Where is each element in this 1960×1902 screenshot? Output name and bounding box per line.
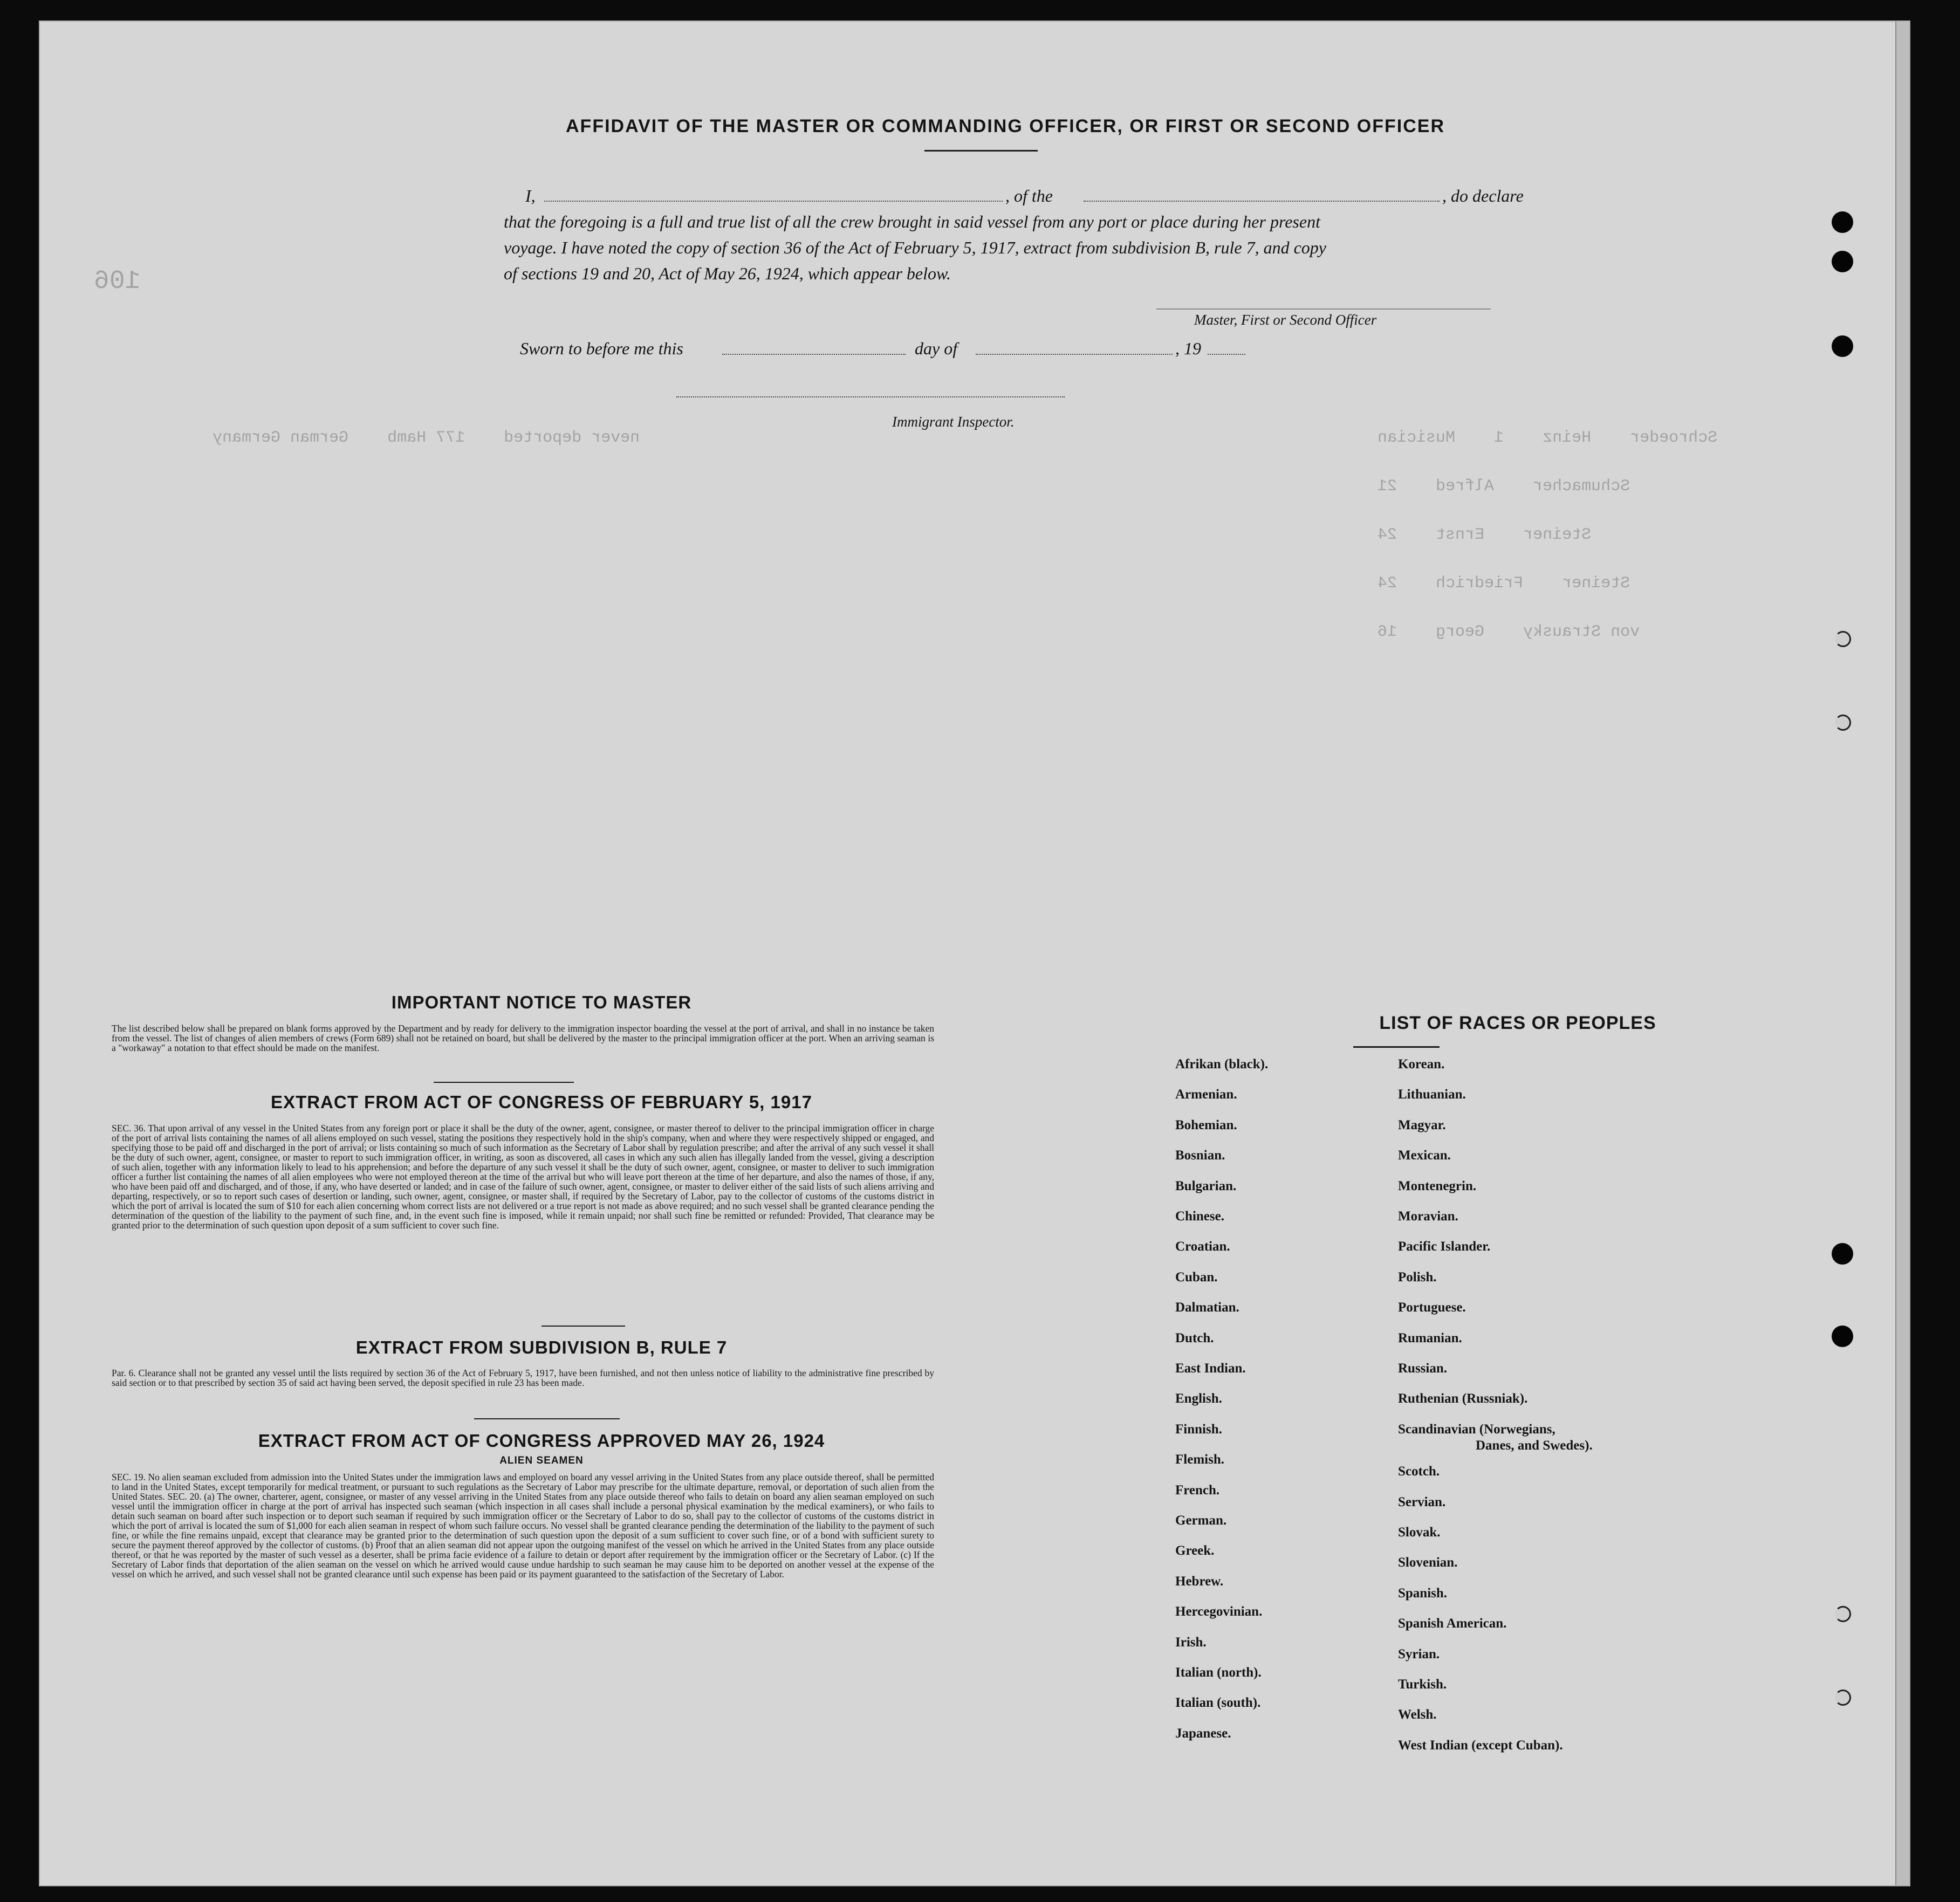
affidavit-do-declare: , do declare xyxy=(1442,186,1524,205)
affidavit-i: I, xyxy=(525,186,536,205)
sworn-day-field[interactable] xyxy=(722,354,906,355)
race-item: Greek. xyxy=(1175,1543,1215,1558)
rule7-title: EXTRACT FROM SUBDIVISION B, RULE 7 xyxy=(355,1337,728,1357)
extract-1917-body: SEC. 36. That upon arrival of any vessel in the United States from any foreign port or place it shall be the duty of the owner, agent, consignee, or master thereof to deliver to the principal immigration officer in charge of the port of arrival lists containing the names of all aliens employed on such vessel, stating the positions they respectively hold in the ship's company, when and where they were respectively shipped or engaged, and specifying those to be paid off and discharged in the port of arrival; or lists containing so much of such information as the Secretary of Labor shall by regulation prescribe; and after the arrival of any such vessel it shall be the duty of such owner, agent, consignee, or master to report to such immigration officer, in writing, as soon as discovered, all cases in which any such alien has illegally landed from the vessel, giving a description of such alien, together with any information likely to lead to his apprehension; and before the departure of any such vessel it shall be the duty of such owner, agent, consignee, or master to deliver to such immigration officer a further list containing the names of all alien employees who were not employed thereon at the time of the arrival but who will leave port thereon at the time of her departure, and also the names of those, if any, who have been paid off and discharged, and of those, if any, who have deserted or landed; and in case of the failure of such owner, agent, consignee, or master to deliver either of the said lists of such aliens arriving and departing, respectively, or so to report such cases of desertion or landing, such owner, agent, consignee, or master shall, if required by the Secretary of Labor, pay to the collector of customs of the customs district in which the port of arrival is located the sum of $10 for each alien concerning whom correct lists are not delivered or a true report is not made as above required; and no such vessel shall be granted clearance pending the determination of the question of the liability to the payment of such fine, and, in the event such fine is imposed, while it remain unpaid; nor shall such fine be remitted or refunded: Provided, That clearance may be granted prior to the determination of such question upon deposit of a sum sufficient to cover such fine. xyxy=(112,1123,934,1231)
extract-1924-title: EXTRACT FROM ACT OF CONGRESS APPROVED MAY 26, 1924 xyxy=(258,1431,825,1451)
race-item: Croatian. xyxy=(1175,1239,1230,1254)
race-item: Welsh. xyxy=(1398,1707,1437,1722)
punch-hole xyxy=(1832,335,1853,357)
race-item: Japanese. xyxy=(1175,1726,1231,1741)
rule7-body: Par. 6. Clearance shall not be granted any vessel until the lists required by section 36 of the Act of February 5, 1917, have been furnished, and not then unless notice of liability to the administrative fine prescribed by said section or to that prescribed by section 35 of said act having been served, the deposit specified in rule 23 has been made. xyxy=(112,1368,934,1388)
punch-hole xyxy=(1832,1243,1853,1265)
race-item: Montenegrin. xyxy=(1398,1178,1477,1193)
race-item: Chinese. xyxy=(1175,1209,1224,1224)
race-item: Lithuanian. xyxy=(1398,1087,1466,1102)
day-of-label: day of xyxy=(915,339,958,358)
race-item: Bulgarian. xyxy=(1175,1178,1237,1193)
race-item: Scandinavian (Norwegians, xyxy=(1398,1422,1555,1437)
race-item: Hebrew. xyxy=(1175,1574,1224,1589)
race-item: Armenian. xyxy=(1175,1087,1237,1102)
affidavit-line: voyage. I have noted the copy of section 36 of the Act of February 5, 1917, extract from subdivision B, rule 7, and copy xyxy=(504,238,1326,257)
affidavit-line: of sections 19 and 20, Act of May 26, 1924, which appear below. xyxy=(504,264,951,283)
bleed-through: never deported 177 Hamb German Germany xyxy=(213,429,640,447)
race-item: Korean. xyxy=(1398,1057,1445,1072)
punch-hole xyxy=(1832,1326,1853,1347)
race-item: Spanish. xyxy=(1398,1585,1448,1601)
punch-hole xyxy=(1832,251,1853,272)
reinforced-hole xyxy=(1835,1690,1851,1706)
race-item: Dutch. xyxy=(1175,1330,1214,1345)
race-item: Russian. xyxy=(1398,1361,1448,1376)
extract-1917-title: EXTRACT FROM ACT OF CONGRESS OF FEBRUARY 5, 1917 xyxy=(271,1092,812,1112)
divider xyxy=(542,1326,625,1327)
race-item: French. xyxy=(1175,1482,1220,1498)
title-rule xyxy=(924,150,1038,152)
extract-1924-body: SEC. 19. No alien seaman excluded from admission into the United States under the immigration laws and employed on board any vessel arriving in the United States from any place outside thereof, shall be permitted to land in the United States, except temporarily for medical treatment, or pursuant to such regulations as the Secretary of Labor may prescribe for the ultimate departure, removal, or deportation of such alien from the United States. SEC. 20. (a) The owner, charterer, agent, consignee, or master of any vessel arriving in the United States from any place outside thereof who fails to detain on board any alien seaman employed on such vessel until the immigration officer in charge at the port of arrival has inspected such seaman (which inspection in all cases shall include a personal physical examination by the medical examiners), or who fails to detain such seaman on board after such inspection or to deport such seaman if required by such immigration officer or the Secretary of Labor to do so, shall pay to the collector of customs of the customs district in which the port of arrival is located the sum of $1,000 for each alien seaman in respect of whom such failure occurs. No vessel shall be granted clearance pending the determination of the liability to the payment of such fine, or while the fine remains unpaid, except that clearance may be granted prior to the determination of such question upon the deposit of a sum sufficient to cover such fine, or of a bond with sufficient surety to secure the payment thereof approved by the collector of customs. (b) Proof that an alien seaman did not appear upon the outgoing manifest of the vessel on which he arrived in the United States from any place outside thereof, or that he was reported by the master of such vessel as a deserter, shall be prima facie evidence of a failure to detain or deport after requirement by the immigration officer or the Secretary of Labor. (c) If the Secretary of Labor finds that deportation of the alien seaman on the vessel on which he arrived would cause undue hardship to such seaman he may cause him to be deported on another vessel at the expense of the vessel on which he arrived, and such vessel shall not be granted clearance until such expense has been paid or its payment guaranteed to the satisfaction of the Secretary of Labor. xyxy=(112,1472,934,1580)
sworn-label: Sworn to before me this xyxy=(520,339,683,358)
bleed-through: Steiner Ernst 24 xyxy=(1378,526,1592,544)
title-rule xyxy=(1353,1046,1440,1048)
race-item: Italian (south). xyxy=(1175,1695,1261,1711)
year-label: , 19 xyxy=(1175,339,1201,358)
race-item: Danes, and Swedes). xyxy=(1476,1438,1593,1453)
race-item: Slovenian. xyxy=(1398,1555,1458,1570)
race-item: Afrikan (black). xyxy=(1175,1057,1269,1072)
race-item: Bohemian. xyxy=(1175,1117,1237,1132)
race-item: Magyar. xyxy=(1398,1117,1446,1132)
punch-hole xyxy=(1832,211,1853,233)
sworn-year-field[interactable] xyxy=(1208,354,1245,355)
race-item: Scotch. xyxy=(1398,1464,1440,1479)
race-item: Servian. xyxy=(1398,1494,1446,1509)
alien-seamen-subtitle: ALIEN SEAMEN xyxy=(499,1455,584,1466)
race-item: Spanish American. xyxy=(1398,1616,1507,1631)
notice-body: The list described below shall be prepared on blank forms approved by the Department and by ready for delivery to the immigration inspector boarding the vessel at the port of arrival, and shall in no instance be taken from the vessel. The list of changes of alien members of crews (Form 689) shall not be retained on board, but shall be delivered by the master to the principal immigration officer at the port. When an arriving seaman is a "workaway" a notation to that effect should be made on the manifest. xyxy=(112,1023,934,1053)
sworn-month-field[interactable] xyxy=(976,354,1173,355)
race-item: Portuguese. xyxy=(1398,1300,1466,1315)
race-item: English. xyxy=(1175,1391,1222,1406)
race-item: Italian (north). xyxy=(1175,1665,1262,1680)
master-name-field[interactable] xyxy=(544,201,1003,202)
reinforced-hole xyxy=(1835,715,1851,731)
race-item: West Indian (except Cuban). xyxy=(1398,1738,1563,1753)
race-item: Slovak. xyxy=(1398,1525,1441,1540)
affidavit-line: that the foregoing is a full and true list of all the crew brought in said vessel from any port or place during her present xyxy=(504,212,1320,231)
race-item: Finnish. xyxy=(1175,1422,1222,1437)
bleed-through: Steiner Friedrich 24 xyxy=(1378,574,1630,593)
signature-caption: Master, First or Second Officer xyxy=(1194,312,1377,328)
race-item: Mexican. xyxy=(1398,1148,1451,1163)
race-item: Turkish. xyxy=(1398,1677,1447,1692)
inspector-caption: Immigrant Inspector. xyxy=(892,414,1015,430)
race-item: Polish. xyxy=(1398,1269,1437,1285)
bleed-through: Schumacher Alfred 21 xyxy=(1378,477,1630,496)
race-item: Flemish. xyxy=(1175,1452,1224,1467)
affidavit-title: AFFIDAVIT OF THE MASTER OR COMMANDING OFFICER, OR FIRST OR SECOND OFFICER xyxy=(566,116,1445,136)
affidavit-of-the: , of the xyxy=(1005,186,1053,205)
race-item: Pacific Islander. xyxy=(1398,1239,1491,1254)
bleed-through: von Strausky Georg 16 xyxy=(1378,623,1640,641)
divider xyxy=(474,1418,620,1419)
race-item: Moravian. xyxy=(1398,1209,1458,1224)
signature-line[interactable] xyxy=(1156,308,1491,310)
race-item: Irish. xyxy=(1175,1635,1207,1650)
bleed-through: Schroeder Heinz 1 Musician xyxy=(1378,429,1718,447)
document-page xyxy=(39,20,1910,1886)
reinforced-hole xyxy=(1835,631,1851,647)
reinforced-hole xyxy=(1835,1606,1851,1622)
race-item: Bosnian. xyxy=(1175,1148,1225,1163)
race-item: Cuban. xyxy=(1175,1269,1218,1285)
bleed-through: 106 xyxy=(94,267,141,296)
races-title: LIST OF RACES OR PEOPLES xyxy=(1379,1013,1656,1033)
race-item: Hercegovinian. xyxy=(1175,1604,1263,1619)
race-item: Rumanian. xyxy=(1398,1330,1462,1345)
race-item: Dalmatian. xyxy=(1175,1300,1239,1315)
page-stack-edge xyxy=(1895,22,1910,1886)
race-item: German. xyxy=(1175,1513,1227,1528)
race-item: Syrian. xyxy=(1398,1646,1440,1661)
notice-title: IMPORTANT NOTICE TO MASTER xyxy=(391,992,692,1012)
race-item: East Indian. xyxy=(1175,1361,1246,1376)
inspector-signature-line[interactable] xyxy=(676,396,1065,397)
race-item: Ruthenian (Russniak). xyxy=(1398,1391,1528,1406)
vessel-name-field[interactable] xyxy=(1084,201,1440,202)
divider xyxy=(434,1082,574,1083)
